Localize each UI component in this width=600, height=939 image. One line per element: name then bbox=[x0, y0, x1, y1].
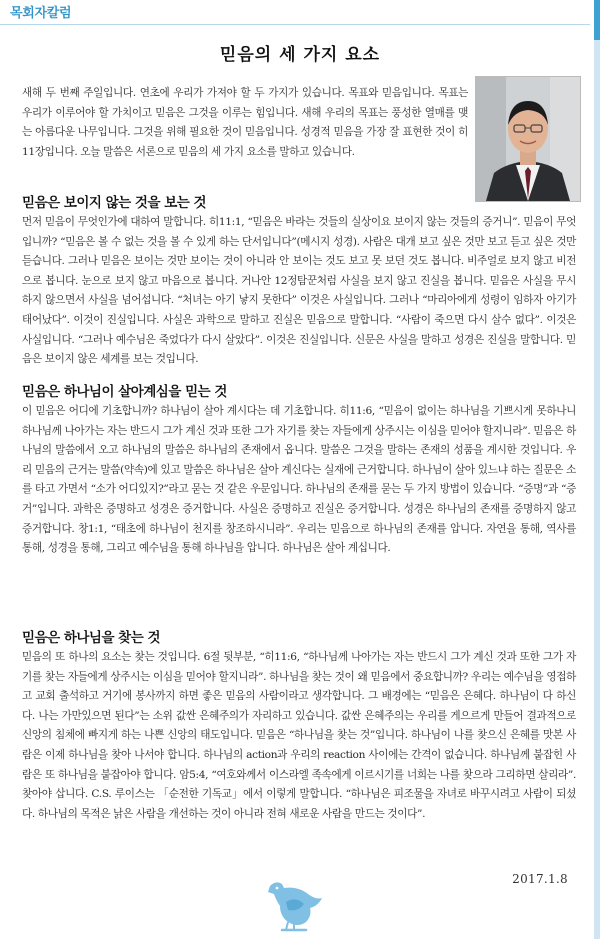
section-heading-3: 믿음은 하나님을 찾는 것 bbox=[22, 630, 161, 646]
section-heading-1: 믿음은 보이지 않는 것을 보는 것 bbox=[22, 195, 207, 211]
bird-icon bbox=[262, 872, 326, 932]
section-body-3: 믿음의 또 하나의 요소는 찾는 것입니다. 6절 뒷부분, “히11:6, “하나님께 나아가는 자는 반드시 그가 계신 것과 또한 그가 자기를 찾는 자들에게 상주시는 이심을 믿어야 할지니라”. 하나님을 찾는 것이 왜 믿음에서 중요합니까? 우리는 예수님을 영접하고 교회 출석하고 거기에 봉사까지 하면 좋은 믿음의 사람이라고 생각합니다. 그 배경에는 “믿음은 은혜다. 하나님이 다 하신다. 나는 가만있으면 된다”는 소위 값싼 은혜주의가 자리하고 있습니다. 값싼 은혜주의는 우리를 게으르게 만들어 결과적으로 신앙의 침체에 빠지게 하는 나쁜 신앙의 태도입니다. 믿음은 “하나님을 찾는 것”입니다. 하나님이 나를 찾으신 은혜를 맛본 사람은 이제 하나님을 찾아 나서야 합니다. 하나님의 action과 우리의 reaction 사이에는 간격이 없습니다. 하나님께 붙잡힌 사람은 또 하나님을 붙잡아야 합니다. 암5:4, “여호와께서 이스라엘 족속에게 이르시기를 너희는 나를 찾으라 그리하면 살리라”. 찾아야 삽니다. C.S. 루이스는 「순전한 기독교」에서 이렇게 말합니다. “하나님은 피조물을 자녀로 바꾸시려고 사람이 되셨다. 하나님의 목적은 낡은 사람을 개선하는 것이 아니라 전혀 새로운 사람을 만드는 것이다”. bbox=[22, 651, 576, 820]
column-label: 목회자칼럼 bbox=[10, 5, 72, 20]
publish-date: 2017.1.8 bbox=[512, 872, 568, 886]
header-rule bbox=[0, 24, 590, 25]
section-heading-2: 믿음은 하나님이 살아계심을 믿는 것 bbox=[22, 384, 227, 400]
intro-paragraph: 새해 두 번째 주일입니다. 연초에 우리가 가져야 할 두 가지가 있습니다. 목표와 믿음입니다. 목표는 우리가 이루어야 할 가치이고 믿음은 그것을 이루는 힘입니다. 새해 우리의 목표는 풍성한 열매를 맺는 아름다운 나무입니다. 그것을 위해 필요한 것이 믿음입니다. 성경적 믿음을 가장 잘 표현한 것이 히11장입니다. 오늘 말씀은 서론으로 믿음의 세 가지 요소를 말하고 있습니다. bbox=[22, 87, 468, 158]
article-title: 믿음의 세 가지 요소 bbox=[219, 45, 381, 65]
author-portrait bbox=[475, 76, 581, 202]
page-edge-bar bbox=[594, 0, 600, 939]
section-body-1: 먼저 믿음이 무엇인가에 대하여 말합니다. 히11:1, “믿음은 바라는 것들의 실상이요 보이지 않는 것들의 증거니”. 믿음이 무엇입니까? “믿음은 볼 수 없는 것을 볼 수 있게 하는 단서입니다”(메시지 성경). 사람은 대개 보고 싶은 것만 보고 듣고 싶은 것만 듣습니다. 그러나 믿음은 보이는 것만 보이는 것이 아니라 안 보이는 것도 보고 못 보던 것도 봅니다. 비주얼로 보지 않고 비전으로 봅니다. 눈으로 보지 않고 마음으로 봅니다. 거나안 12정탐꾼처럼 사실을 보지 않고 진실을 봅니다. 믿음은 사실을 무시하지 않으면서 사실을 넘어섭니다. “처녀는 아기 낳지 못한다” 이것은 사실입니다. 그러나 “마리아에게 성령이 임하자 아기가 태어났다”. 이것이 진실입니다. 사실은 과학으로 말하고 진실은 믿음으로 말합니다. “사람이 죽으면 다시 살수 없다”. 이것은 사실입니다. “그러나 예수님은 죽었다가 다시 살았다”. 이것은 진실입니다. 신문은 사실을 말하고 성경은 진실을 말합니다. 믿음은 보이지 않은 세계를 보는 것입니다. bbox=[22, 216, 576, 366]
page-edge-accent bbox=[594, 0, 600, 40]
portrait-image bbox=[476, 77, 580, 201]
section-body-2: 이 믿음은 어디에 기초합니까? 하나님이 살아 계시다는 데 기초합니다. 히11:6, “믿음이 없이는 하나님을 기쁘시게 못하나니 하나님께 나아가는 자는 반드시 그가 계신 것과 또한 그가 자기를 찾는 자들에게 상주시는 이심을 믿어야 할지니라”. 믿음은 하나님의 말씀에서 오고 하나님의 말씀은 하나님의 존재에서 옵니다. 말씀은 그것을 말하는 존재의 성품을 계시한 것입니다. 우리 믿음의 근거는 말씀(약속)에 있고 말씀은 하나님은 살아 계신다는 실재에 근거합니다. 하나님이 살아 있느냐 하는 질문은 소를 타고 가면서 “소가 어디있지?”라고 묻는 것 같은 우문입니다. 하나님의 존재를 묻는 두 가지 방법이 있습니다. “증명”과 “증거”입니다. 과학은 증명하고 성경은 증거합니다. 사실은 증명하고 진실은 증거합니다. 성경은 하나님의 존재를 증명하지 않고 증거합니다. 창1:1, “태초에 하나님이 천지를 창조하시니라”. 우리는 믿음으로 하나님의 존재를 압니다. 자연을 통해, 역사를 통해, 성경을 통해, 그리고 예수님을 통해 하나님을 압니다. 하나님은 살아 계십니다. bbox=[22, 405, 576, 555]
